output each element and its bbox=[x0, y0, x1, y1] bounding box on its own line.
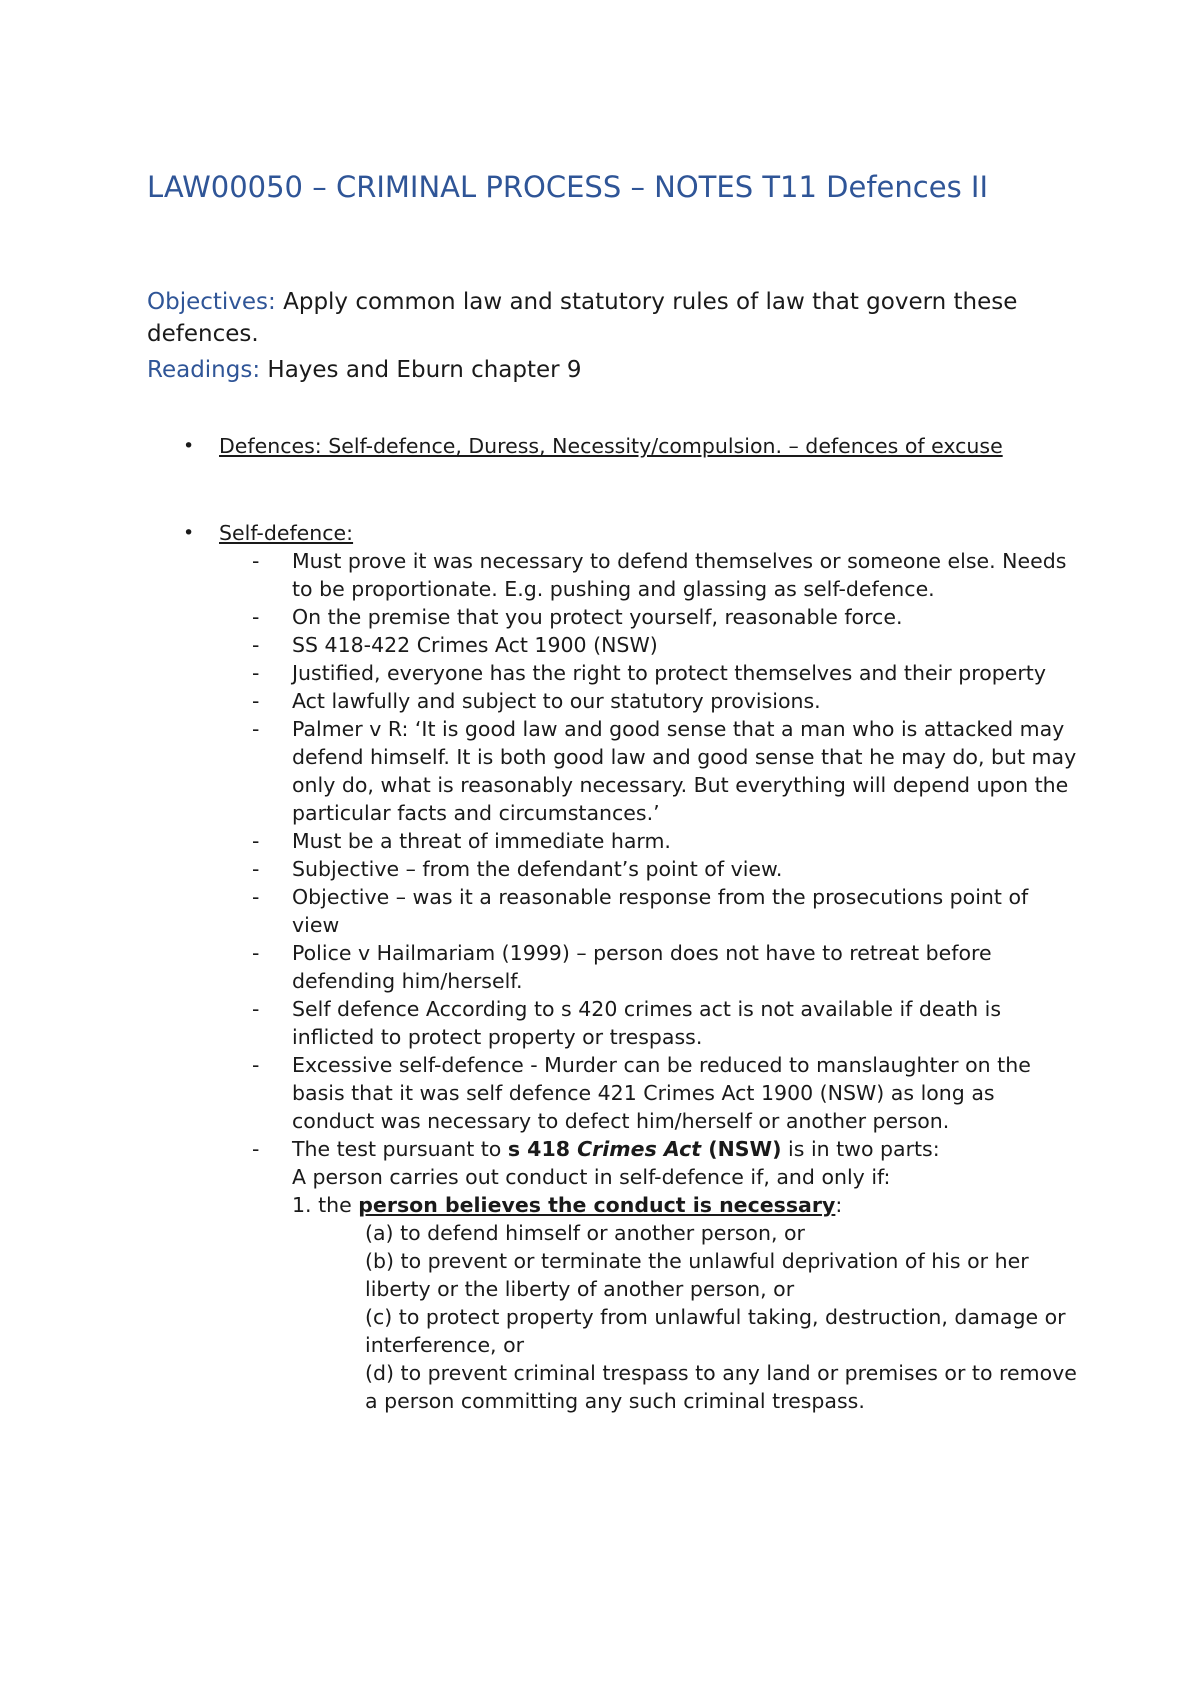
dash-marker: - bbox=[252, 1137, 260, 1161]
sub-item-d: (d) to prevent criminal trespass to any land or premises or to remove a person committing any such criminal trespass. bbox=[365, 1361, 1077, 1413]
dash-marker: - bbox=[252, 689, 260, 713]
objectives-label: Objectives: bbox=[147, 289, 276, 315]
bullet-icon: • bbox=[183, 522, 195, 544]
dash-marker: - bbox=[252, 605, 260, 629]
dash-marker: - bbox=[252, 941, 260, 965]
list-item: - Self defence According to s 420 crimes act is not available if death is inflicted to protect property or trespass. bbox=[252, 997, 1002, 1049]
act-name: Crimes Act bbox=[577, 1137, 702, 1161]
bullet-icon: • bbox=[183, 435, 195, 457]
test-line-2: A person carries out conduct in self-defence if, and only if: bbox=[292, 1165, 891, 1189]
test-list-item bbox=[219, 1135, 1079, 1415]
list-item: - Must be a threat of immediate harm. bbox=[252, 829, 671, 853]
list-item: - Subjective – from the defendant’s point of view. bbox=[252, 857, 783, 881]
page-title: LAW00050 – CRIMINAL PROCESS – NOTES T11 Defences II bbox=[147, 170, 988, 204]
readings-label: Readings: bbox=[147, 357, 261, 383]
dash-marker: - bbox=[252, 1053, 260, 1077]
list-item: - On the premise that you protect yourself, reasonable force. bbox=[252, 605, 903, 629]
test-intro: The test pursuant to s 418 Crimes Act (NSW) is in two parts: bbox=[292, 1137, 940, 1161]
readings-text: Hayes and Eburn chapter 9 bbox=[267, 357, 582, 383]
dash-marker: - bbox=[252, 633, 260, 657]
sub-item-a: (a) to defend himself or another person, or bbox=[365, 1221, 805, 1245]
belief-emphasis: person believes the conduct is necessary bbox=[358, 1193, 836, 1217]
objectives-line bbox=[147, 286, 1047, 350]
list-item: - Act lawfully and subject to our statutory provisions. bbox=[252, 689, 821, 713]
self-defence-list bbox=[219, 547, 1079, 1415]
list-item: - Must prove it was necessary to defend themselves or someone else. Needs to be proportionate. E.g. pushing and glassing as self-defence. bbox=[252, 549, 1067, 601]
list-item: - Police v Hailmariam (1999) – person does not have to retreat before defending him/herself. bbox=[252, 941, 992, 993]
list-item: - SS 418-422 Crimes Act 1900 (NSW) bbox=[252, 633, 658, 657]
dash-marker: - bbox=[252, 549, 260, 573]
list-item: - Justified, everyone has the right to protect themselves and their property bbox=[252, 661, 1046, 685]
dash-marker: - bbox=[252, 829, 260, 853]
sub-item-c: (c) to protect property from unlawful taking, destruction, damage or interference, or bbox=[365, 1305, 1066, 1357]
jurisdiction: (NSW) bbox=[701, 1137, 782, 1161]
self-defence-heading: Self-defence: bbox=[219, 521, 354, 545]
section-ref: s 418 bbox=[507, 1137, 578, 1161]
dash-marker: - bbox=[252, 717, 260, 741]
objectives-text: Apply common law and statutory rules of law that govern these defences. bbox=[147, 289, 1018, 347]
defences-bullet-text: Defences: Self-defence, Duress, Necessity/compulsion. – defences of excuse bbox=[219, 434, 1003, 458]
dash-marker: - bbox=[252, 997, 260, 1021]
list-item: - Objective – was it a reasonable response from the prosecutions point of view bbox=[252, 885, 1029, 937]
dash-marker: - bbox=[252, 885, 260, 909]
dash-marker: - bbox=[252, 857, 260, 881]
list-item: - Palmer v R: ‘It is good law and good sense that a man who is attacked may defend himself. It is both good law and good sense that he may do, but may only do, what is reasonably necessary. But everything will depend upon the particular facts and circumstances.’ bbox=[252, 717, 1077, 825]
readings-line bbox=[147, 354, 1047, 386]
sub-item-b: (b) to prevent or terminate the unlawful deprivation of his or her liberty or the liberty of another person, or bbox=[365, 1249, 1029, 1301]
dash-marker: - bbox=[252, 661, 260, 685]
list-item: - Excessive self-defence - Murder can be reduced to manslaughter on the basis that it was self defence 421 Crimes Act 1900 (NSW) as long as conduct was necessary to defect him/herself or another person. bbox=[252, 1053, 1031, 1133]
test-point-1: 1. the person believes the conduct is necessary: bbox=[292, 1193, 843, 1217]
